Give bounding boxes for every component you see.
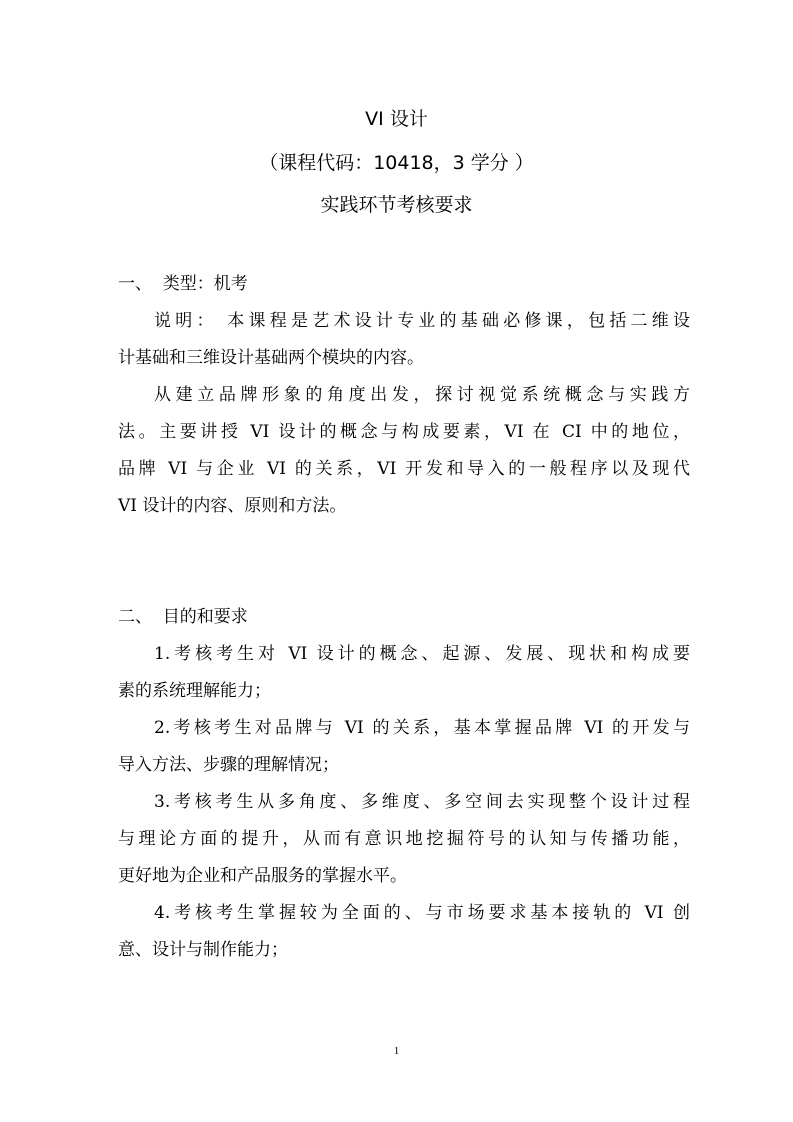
- paragraph: [118, 303, 690, 377]
- paragraph-line: 意、设计与制作能力；: [118, 940, 288, 960]
- list-item: [118, 784, 690, 895]
- paragraph-line: 品牌 VI 与企业 VI 的关系，VI 开发和导入的一般程序以及现代: [118, 459, 690, 479]
- course-code-line: （课程代码：10418，3 学分 ）: [259, 152, 534, 174]
- paragraph-line: 法。主要讲授 VI 设计的概念与构成要素，VI 在 CI 中的地位，: [118, 422, 690, 442]
- paragraph-line: 素的系统理解能力；: [118, 681, 271, 701]
- section-heading: 一、 类型：机考: [118, 274, 248, 294]
- paragraph-line: 说明： 本课程是艺术设计专业的基础必修课，包括二维设: [154, 311, 690, 331]
- paragraph-line: VI 设计的内容、原则和方法。: [118, 496, 347, 516]
- paragraph-line: 更好地为企业和产品服务的掌握水平。: [118, 866, 407, 886]
- section-heading: 二、 目的和要求: [118, 607, 248, 627]
- document-subtitle: 实践环节考核要求: [320, 194, 473, 216]
- paragraph: [118, 377, 690, 525]
- paragraph-line: 导入方法、步骤的理解情况；: [118, 755, 339, 775]
- paragraph-line: 与理论方面的提升，从而有意识地挖掘符号的认知与传播功能，: [118, 829, 690, 849]
- list-item: [118, 895, 690, 969]
- section-1: [118, 266, 690, 525]
- list-item: [118, 710, 690, 784]
- paragraph-line: 3.考核考生从多角度、多维度、多空间去实现整个设计过程: [154, 792, 690, 812]
- paragraph-line: 计基础和三维设计基础两个模块的内容。: [118, 348, 424, 368]
- paragraph-line: 1.考核考生对 VI 设计的概念、起源、发展、现状和构成要: [154, 644, 690, 664]
- section-2: [118, 599, 690, 969]
- paragraph-line: 从建立品牌形象的角度出发，探讨视觉系统概念与实践方: [154, 385, 690, 405]
- list-item: [118, 636, 690, 710]
- paragraph-line: 4.考核考生掌握较为全面的、与市场要求基本接轨的 VI 创: [154, 903, 690, 923]
- document-title: VI 设计: [365, 108, 428, 130]
- page-number: 1: [393, 1045, 400, 1057]
- paragraph-line: 2.考核考生对品牌与 VI 的关系，基本掌握品牌 VI 的开发与: [154, 718, 690, 738]
